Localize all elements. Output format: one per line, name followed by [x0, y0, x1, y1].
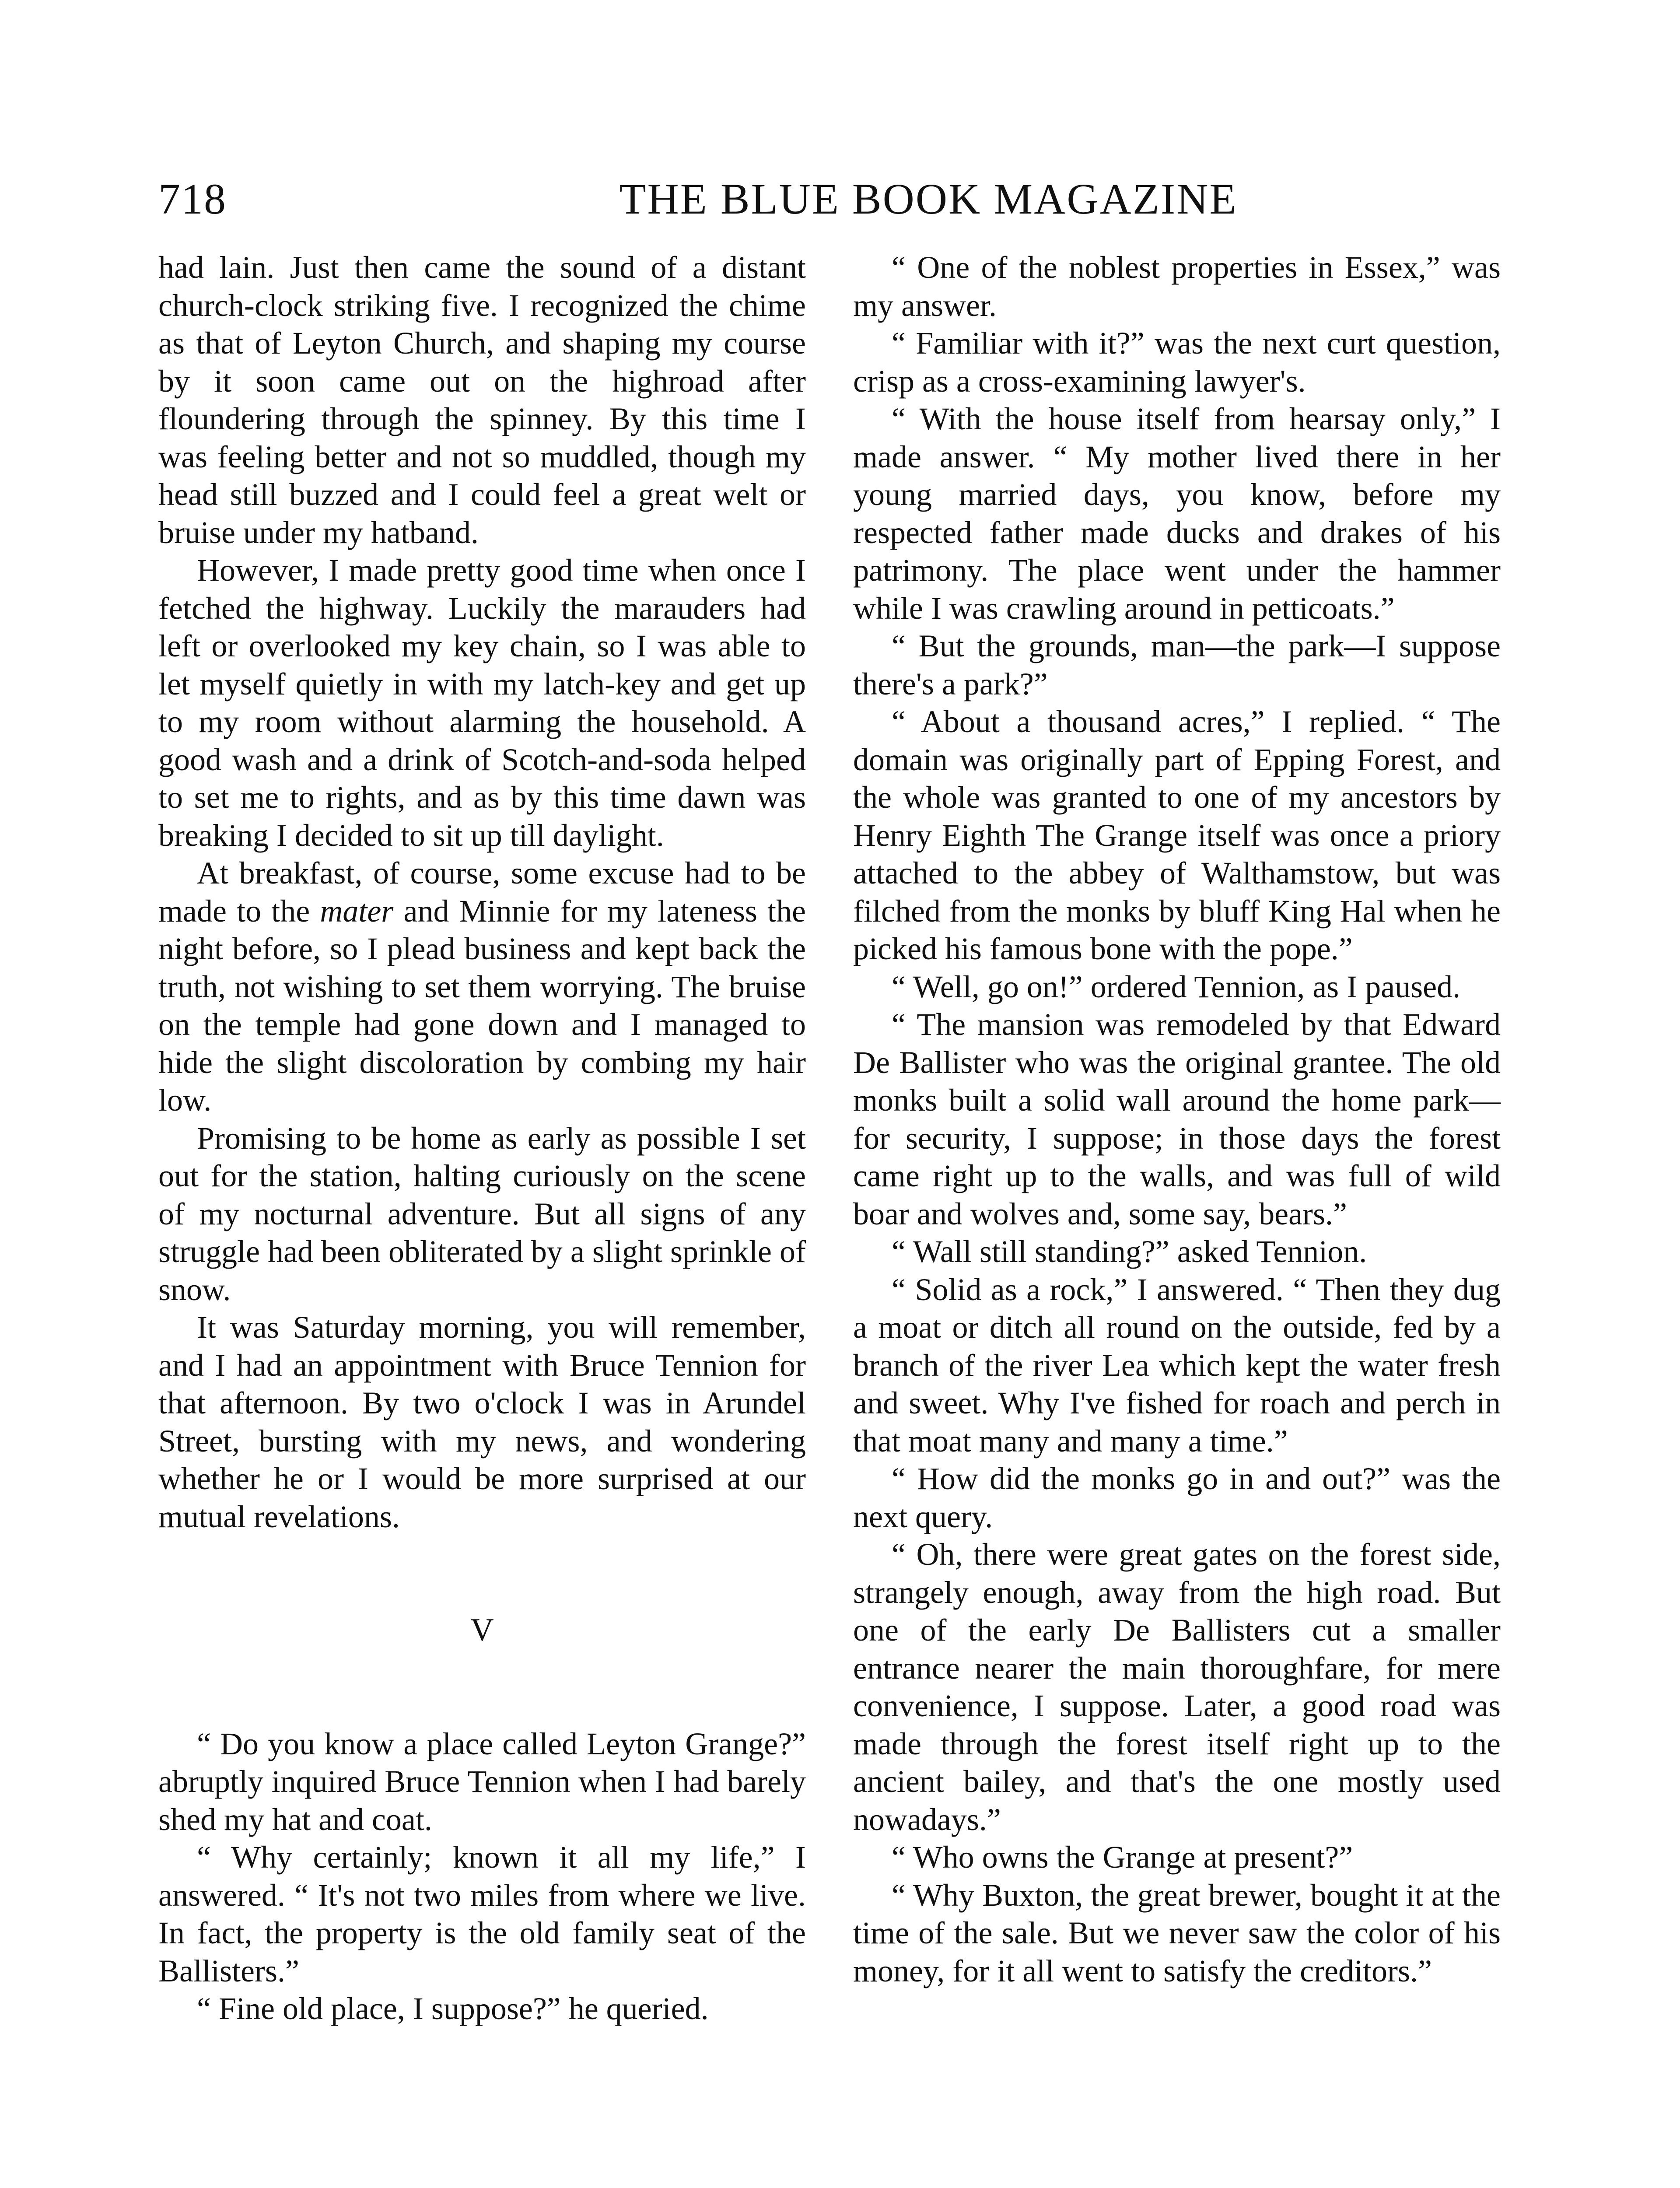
paragraph: “ Why Buxton, the great brewer, bought it at the time of the sale. But we never saw the color of his money, for it all went to satisfy the creditors.”	[853, 1877, 1501, 1988]
paragraph: “ But the grounds, man—the park—I suppose there's a park?”	[853, 628, 1501, 701]
italic-word: mater	[320, 893, 394, 929]
paragraph-text: and Minnie for my lateness the night before, so I plead business and kept back the truth, not wishing to set them worrying. The bruise on the temple had gone down and I managed to hide the slight discoloration by combing my hair low.	[158, 893, 806, 1118]
paragraph: “ Fine old place, I suppose?” he queried.	[197, 1991, 709, 2026]
paragraph-text: At breakfast, of course, some excuse had to be made to the	[158, 856, 806, 929]
paragraph: “ With the house itself from hearsay only,” I made answer. “ My mother lived there in her young married days, you know, before my respected father made ducks and drakes of his patrimony. The place went under the hammer while I was crawling around in petticoats.”	[853, 401, 1501, 626]
paragraph: It was Saturday morning, you will remember, and I had an appointment with Bruce Tennion for that afternoon. By two o'clock I was in Arundel Street, bursting with my news, and wondering whether he or I would be more surprised at our mutual revelations.	[158, 1310, 806, 1534]
paragraph: had lain. Just then came the sound of a distant church-clock striking five. I recognized the chime as that of Leyton Church, and shaping my course by it soon came out on the highroad after floundering through the spinney. By this time I was feeling better and not so muddled, though my head still buzzed and I could feel a great welt or bruise under my hatband.	[158, 250, 806, 550]
paragraph: “ The mansion was remodeled by that Edward De Ballister who was the original grantee. The old monks built a solid wall around the home park—for security, I suppose; in those days the forest came right up to the walls, and was full of wild boar and wolves and, some say, bears.”	[853, 1007, 1501, 1231]
paragraph	[158, 854, 806, 1119]
paragraph: Promising to be home as early as possible I set out for the station, halting curiously on the scene of my nocturnal adventure. But all signs of any struggle had been obliterated by a slight sprinkle of snow.	[158, 1120, 806, 1307]
paragraph: “ Familiar with it?” was the next curt question, crisp as a cross-examining lawyer's.	[853, 326, 1501, 399]
right-column	[853, 249, 1501, 1990]
paragraph: “ Solid as a rock,” I answered. “ Then they dug a moat or ditch all round on the outside, fed by a branch of the river Lea which kept the water fresh and sweet. Why I've fished for roach and perch in that moat many and many a time.”	[853, 1272, 1501, 1459]
paragraph: “ Well, go on!” ordered Tennion, as I paused.	[892, 969, 1461, 1004]
section-heading: V	[470, 1612, 494, 1648]
paragraph: “ Do you know a place called Leyton Grange?” abruptly inquired Bruce Tennion when I had barely shed my hat and coat.	[158, 1726, 806, 1837]
paragraph: However, I made pretty good time when once I fetched the highway. Luckily the marauders had left or overlooked my key chain, so I was able to let myself quietly in with my latch-key and get up to my room without alarming the household. A good wash and a drink of Scotch-and-soda helped to set me to rights, and as by this time dawn was breaking I decided to sit up till daylight.	[158, 553, 806, 853]
page-number: 718	[158, 175, 227, 223]
paragraph: “ Wall still standing?” asked Tennion.	[892, 1234, 1367, 1269]
paragraph: “ Why certainly; known it all my life,” I answered. “ It's not two miles from where we live. In fact, the property is the old family seat of the Ballisters.”	[158, 1840, 806, 1988]
paragraph: “ About a thousand acres,” I replied. “ The domain was originally part of Epping Forest, and the whole was granted to one of my ancestors by Henry Eighth The Grange itself was once a priory attached to the abbey of Walthamstow, but was filched from the monks by bluff King Hal when he picked his famous bone with the pope.”	[853, 704, 1501, 966]
magazine-title: THE BLUE BOOK MAGAZINE	[619, 175, 1238, 223]
paragraph: “ One of the noblest properties in Essex,” was my answer.	[853, 250, 1501, 323]
left-column	[158, 249, 806, 2028]
paragraph: “ Oh, there were great gates on the forest side, strangely enough, away from the high road. But one of the early De Ballisters cut a smaller entrance nearer the main thoroughfare, for mere convenience, I suppose. Later, a good road was made through the forest itself right up to the ancient bailey, and that's the one mostly used nowadays.”	[853, 1537, 1501, 1837]
paragraph: “ Who owns the Grange at present?”	[892, 1840, 1353, 1875]
paragraph: “ How did the monks go in and out?” was the next query.	[853, 1461, 1501, 1534]
page-header	[158, 166, 1515, 236]
